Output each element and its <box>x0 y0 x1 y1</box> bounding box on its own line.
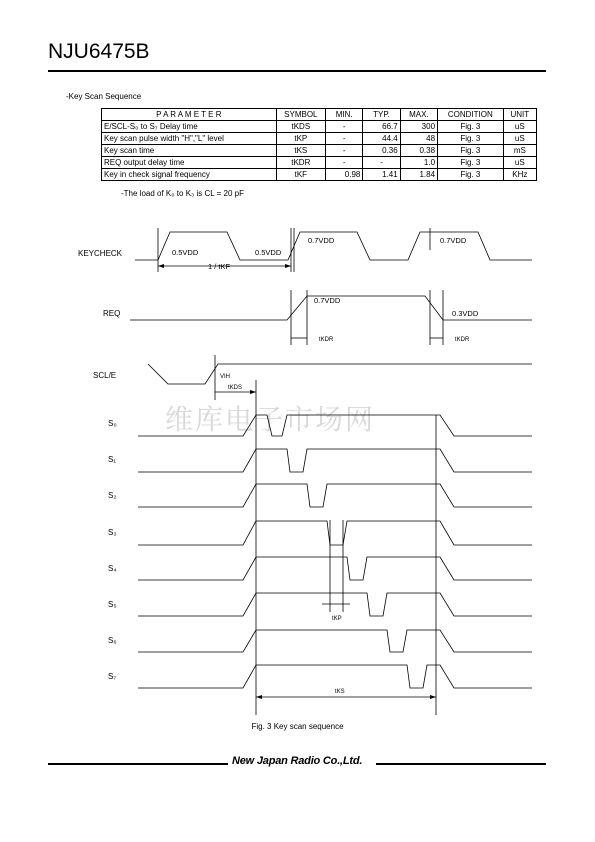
cell-unit: uS <box>503 121 536 133</box>
cell-typ: 0.36 <box>363 145 400 157</box>
th-min: MIN. <box>326 109 363 121</box>
cell-max: 300 <box>400 121 437 133</box>
brand-logo: New Japan Radio Co.,Ltd. <box>232 755 363 767</box>
parameter-table <box>101 108 537 181</box>
label-v07c: 0.7VDD <box>314 296 341 305</box>
freq-arrowhead-right <box>285 264 291 268</box>
cell-condition: Fig. 3 <box>438 157 504 169</box>
th-symbol: SYMBOL <box>276 109 325 121</box>
label-v07b: 0.7VDD <box>440 236 467 245</box>
cell-condition: Fig. 3 <box>438 121 504 133</box>
th-max: MAX. <box>400 109 437 121</box>
section-title: -Key Scan Sequence <box>66 92 142 101</box>
freq-arrowhead-left <box>158 264 164 268</box>
label-s7: S₇ <box>108 672 117 681</box>
label-tkds: tKDS <box>228 385 243 391</box>
timing-diagram <box>0 200 595 720</box>
cell-unit: KHz <box>503 169 536 181</box>
s5-waveform <box>138 593 532 616</box>
table-row <box>102 145 537 157</box>
cell-min: - <box>326 121 363 133</box>
th-unit: UNIT <box>503 109 536 121</box>
s3-waveform <box>138 521 532 545</box>
label-s0: S₀ <box>108 419 117 428</box>
cell-symbol: tKF <box>276 169 325 181</box>
table-row <box>102 169 537 181</box>
cell-param: REQ output delay time <box>102 157 277 169</box>
cell-min: 0.98 <box>326 169 363 181</box>
cell-min: - <box>326 133 363 145</box>
label-tkdr1: tKDR <box>319 337 334 343</box>
label-v05a: 0.5VDD <box>172 248 199 257</box>
page-title: NJU6475B <box>48 40 150 63</box>
label-s1: S₁ <box>108 455 117 464</box>
label-tkdr2: tKDR <box>455 337 470 343</box>
cell-typ: 1.41 <box>363 169 400 181</box>
label-v07a: 0.7VDD <box>308 236 335 245</box>
cell-max: 48 <box>400 133 437 145</box>
label-vih: VIH <box>220 374 231 380</box>
label-s3: S₃ <box>108 528 117 537</box>
label-s2: S₂ <box>108 491 117 500</box>
cell-max: 1.0 <box>400 157 437 169</box>
s2-waveform <box>138 484 532 507</box>
watermark: 维库电子市场网 <box>165 403 376 436</box>
cell-typ: - <box>363 157 400 169</box>
cell-param: Key scan time <box>102 145 277 157</box>
cell-symbol: tKDR <box>276 157 325 169</box>
cell-symbol: tKS <box>276 145 325 157</box>
cell-typ: 66.7 <box>363 121 400 133</box>
cell-condition: Fig. 3 <box>438 145 504 157</box>
th-parameter: P A R A M E T E R <box>102 109 277 121</box>
cell-unit: mS <box>503 145 536 157</box>
label-v03: 0.3VDD <box>452 309 479 318</box>
cell-condition: Fig. 3 <box>438 169 504 181</box>
th-typ: TYP. <box>363 109 400 121</box>
table-row <box>102 121 537 133</box>
footer-rule-right <box>376 763 546 765</box>
figure-caption: Fig. 3 Key scan sequence <box>251 722 344 731</box>
scle-waveform <box>148 364 532 384</box>
cell-symbol: tKP <box>276 133 325 145</box>
s7-waveform <box>138 665 532 688</box>
header-rule <box>48 70 546 72</box>
cell-max: 1.84 <box>400 169 437 181</box>
cell-condition: Fig. 3 <box>438 133 504 145</box>
cell-symbol: tKDS <box>276 121 325 133</box>
cell-param: E/SCL-S₀ to S₇ Delay time <box>102 121 277 133</box>
tkds-arrowhead-right <box>250 390 256 394</box>
s6-waveform <box>138 630 532 652</box>
label-s4: S₄ <box>108 564 117 573</box>
s1-waveform <box>138 449 532 472</box>
cell-unit: uS <box>503 157 536 169</box>
cell-param: Key in check signal frequency <box>102 169 277 181</box>
label-tkp: tKP <box>332 616 342 622</box>
th-condition: CONDITION <box>438 109 504 121</box>
cell-min: - <box>326 157 363 169</box>
cell-max: 0.38 <box>400 145 437 157</box>
label-v05b: 0.5VDD <box>255 248 282 257</box>
table-header-row <box>102 109 537 121</box>
cell-param: Key scan pulse width "H","L" level <box>102 133 277 145</box>
s0-waveform <box>138 415 532 436</box>
s4-waveform <box>138 557 532 580</box>
label-s6: S₆ <box>108 636 117 645</box>
label-s5: S₅ <box>108 600 117 609</box>
footer-rule-left <box>48 763 228 765</box>
load-note: -The load of K₀ to K₃ is CL = 20 pF <box>121 189 245 198</box>
label-scle: SCL/E <box>93 371 117 380</box>
tks-arrowhead-left <box>256 695 262 699</box>
cell-unit: uS <box>503 133 536 145</box>
label-keycheck: KEYCHECK <box>78 249 123 258</box>
tks-arrowhead-right <box>430 695 436 699</box>
label-tks: tKS <box>335 689 345 695</box>
label-req: REQ <box>103 309 121 318</box>
cell-typ: 44.4 <box>363 133 400 145</box>
label-freq: 1 / tKF <box>208 262 231 271</box>
cell-min: - <box>326 145 363 157</box>
table-row <box>102 157 537 169</box>
table-row <box>102 133 537 145</box>
